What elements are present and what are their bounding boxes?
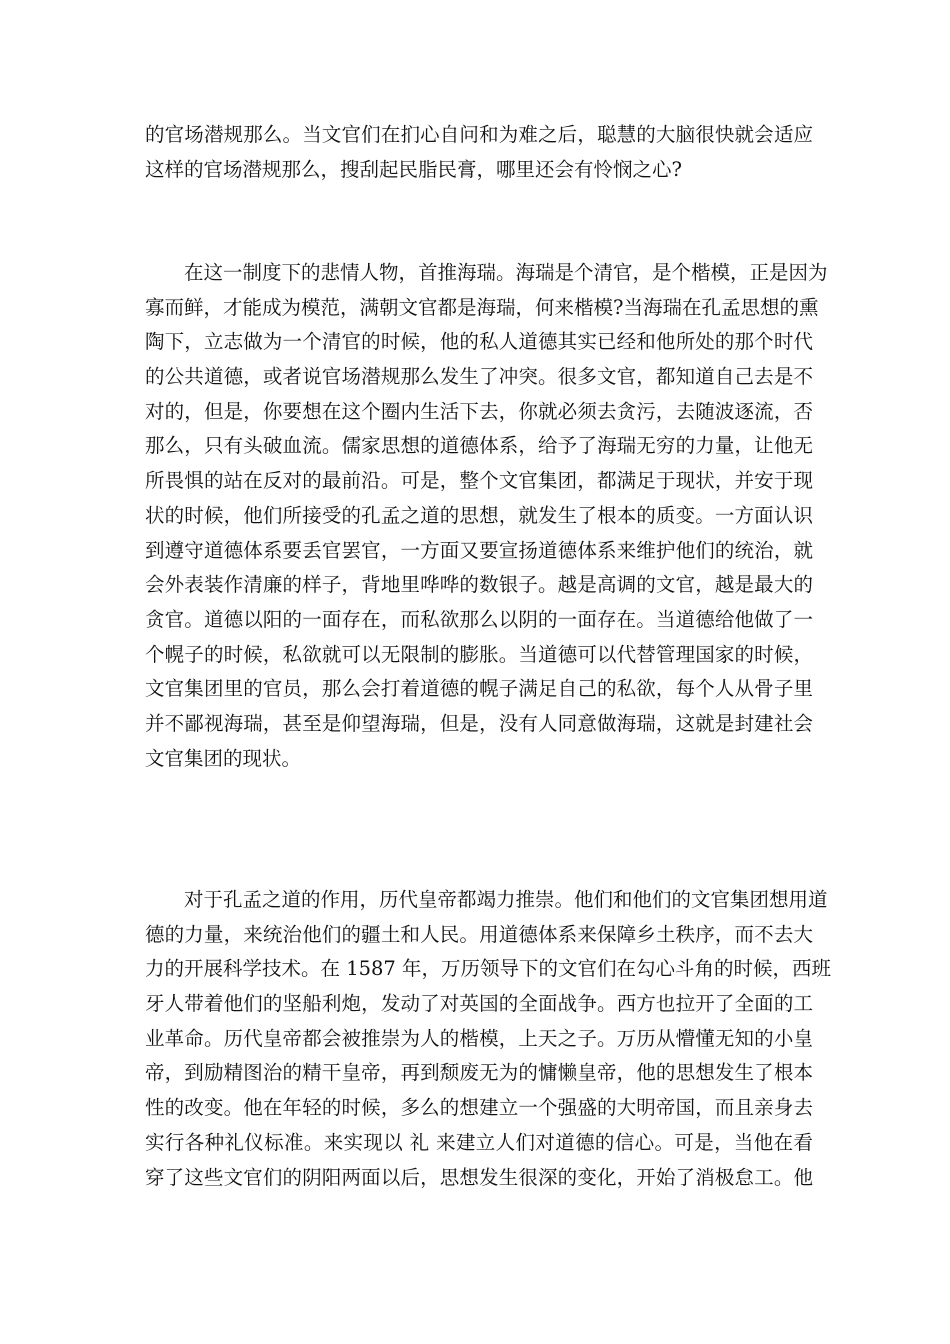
text-line: 所畏惧的站在反对的最前沿。可是，整个文官集团，都满足于现状，并安于现 (145, 469, 813, 493)
text-line: 寡而鲜，才能成为模范，满朝文官都是海瑞，何来楷模?当海瑞在孔孟思想的熏 (145, 295, 819, 319)
paragraph-3 (145, 883, 832, 1195)
text-line: 穿了这些文官们的阴阳两面以后，思想发生很深的变化，开始了消极怠工。他 (145, 1165, 813, 1189)
text-line: 这样的官场潜规那么，搜刮起民脂民膏，哪里还会有怜悯之心? (145, 157, 682, 181)
text-line: 状的时候，他们所接受的孔孟之道的思想，就发生了根本的质变。一方面认识 (145, 503, 813, 527)
text-line: 德的力量，来统治他们的疆土和人民。用道德体系来保障乡土秩序，而不去大 (145, 922, 813, 946)
text-line: 陶下，立志做为一个清官的时候，他的私人道德其实已经和他所处的那个时代 (145, 330, 813, 354)
paragraph-1 (145, 118, 813, 187)
text-line: 的官场潜规那么。当文官们在扪心自问和为难之后，聪慧的大脑很快就会适应 (145, 123, 813, 146)
text-line: 实行各种礼仪标准。来实现以 礼 来建立人们对道德的信心。可是，当他在看 (145, 1130, 813, 1154)
text-line: 力的开展科学技术。在 1587 年，万历领导下的文官们在勾心斗角的时候，西班 (145, 957, 832, 981)
text-line: 对于孔孟之道的作用，历代皇帝都竭力推崇。他们和他们的文官集团想用道 (145, 888, 828, 911)
text-line: 贪官。道德以阳的一面存在，而私欲那么以阴的一面存在。当道德给他做了一 (145, 607, 813, 631)
text-line: 并不鄙视海瑞，甚至是仰望海瑞，但是，没有人同意做海瑞，这就是封建社会 (145, 711, 813, 735)
text-line: 个幌子的时候，私欲就可以无限制的膨胀。当道德可以代替管理国家的时候， (145, 642, 813, 666)
text-line: 文官集团里的官员，那么会打着道德的幌子满足自己的私欲，每个人从骨子里 (145, 677, 813, 701)
text-line: 在这一制度下的悲情人物，首推海瑞。海瑞是个清官，是个楷模，正是因为 (145, 261, 828, 284)
text-line: 帝，到励精图治的精干皇帝，再到颓废无为的慵懒皇帝，他的思想发生了根本 (145, 1061, 813, 1085)
text-line: 牙人带着他们的坚船利炮，发动了对英国的全面战争。西方也拉开了全面的工 (145, 992, 813, 1016)
text-line: 文官集团的现状。 (145, 746, 302, 770)
text-line: 到遵守道德体系要丢官罢官，一方面又要宣扬道德体系来维护他们的统治，就 (145, 538, 813, 562)
text-line: 的公共道德，或者说官场潜规那么发生了冲突。很多文官，都知道自己去是不 (145, 365, 813, 389)
text-line: 会外表装作清廉的样子，背地里哗哗的数银子。越是高调的文官，越是最大的 (145, 573, 813, 597)
text-line: 性的改变。他在年轻的时候，多么的想建立一个强盛的大明帝国，而且亲身去 (145, 1096, 813, 1120)
paragraph-2 (145, 256, 828, 776)
text-line: 业革命。历代皇帝都会被推崇为人的楷模，上天之子。万历从懵懂无知的小皇 (145, 1026, 813, 1050)
text-line: 对的，但是，你要想在这个圈内生活下去，你就必须去贪污，去随波逐流，否 (145, 399, 813, 423)
text-line: 那么，只有头破血流。儒家思想的道德体系，给予了海瑞无穷的力量，让他无 (145, 434, 813, 458)
